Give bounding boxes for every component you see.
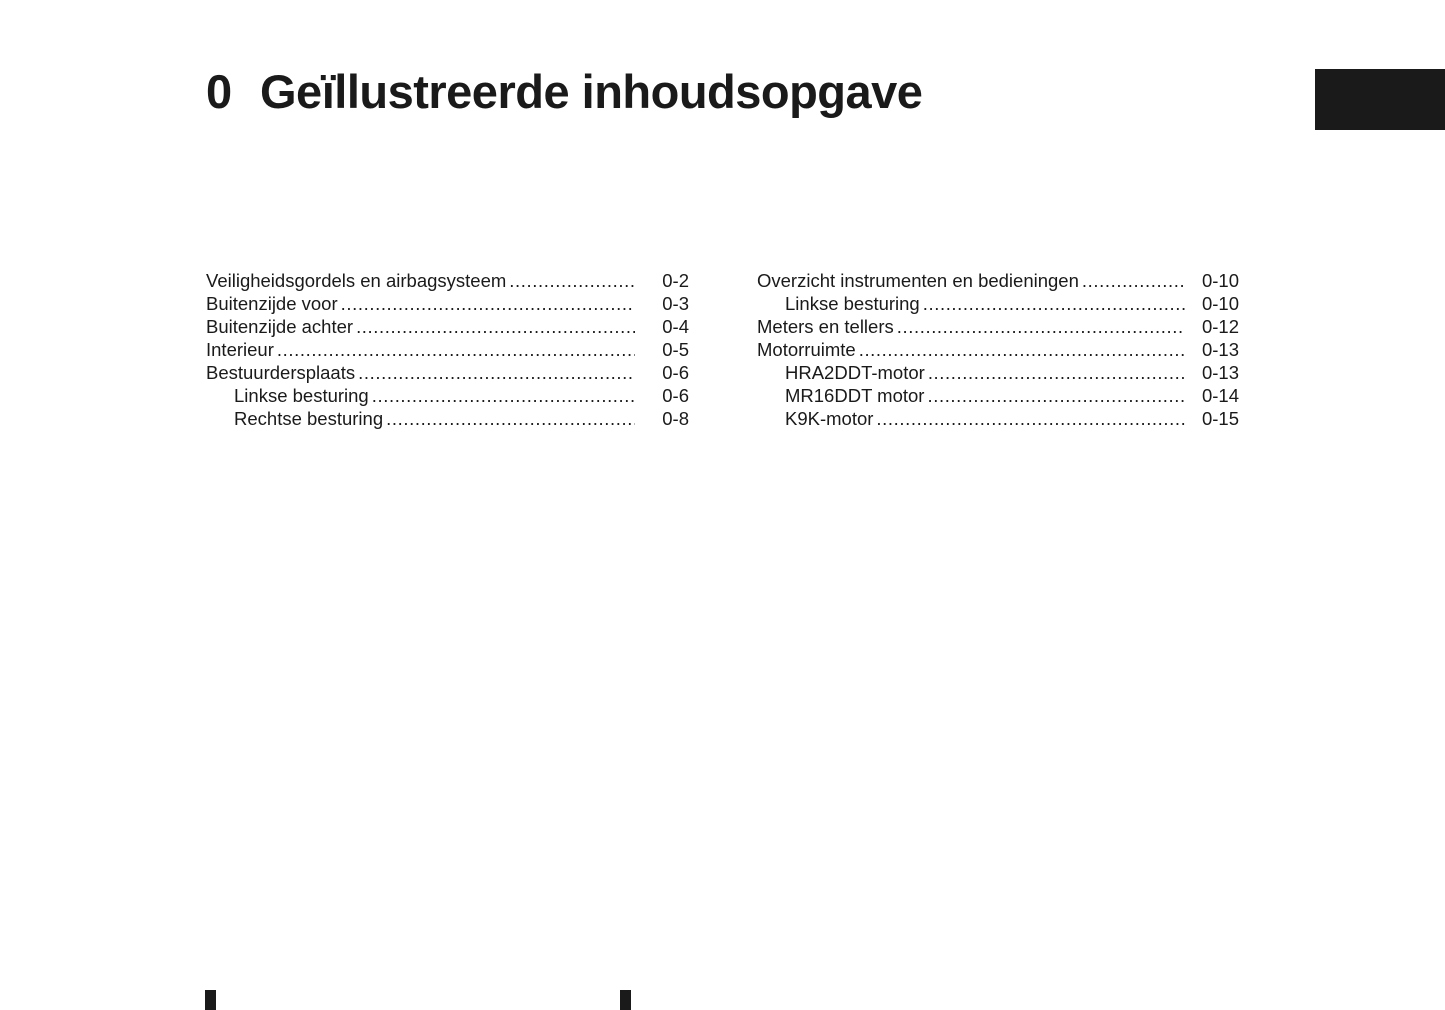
chapter-number: 0 (206, 65, 232, 118)
chapter-thumb-tab (1315, 69, 1445, 130)
toc-entry[interactable] (206, 315, 689, 338)
toc-leader-dots (386, 407, 635, 430)
toc-subentry[interactable] (757, 407, 1239, 430)
toc-entry-label: Buitenzijde voor (206, 293, 338, 314)
toc-leader-dots (923, 292, 1185, 315)
toc-subentry[interactable] (757, 384, 1239, 407)
toc-subentry[interactable] (206, 407, 689, 430)
chapter-title (206, 64, 922, 120)
toc-entry[interactable] (206, 292, 689, 315)
toc-entry-label: HRA2DDT-motor (785, 362, 925, 383)
toc-entry-page: 0-4 (662, 316, 689, 337)
toc-entry-page: 0-3 (662, 293, 689, 314)
toc-leader-dots (928, 361, 1185, 384)
toc-leader-dots (356, 315, 635, 338)
toc-entry-label: Rechtse besturing (234, 408, 384, 429)
toc-leader-dots (277, 338, 635, 361)
toc-leader-dots (859, 338, 1185, 361)
toc-entry-label: Overzicht instrumenten en bedieningen (757, 270, 1079, 291)
chapter-title-text: Geïllustreerde inhoudsopgave (260, 65, 923, 118)
toc-entry-label: Bestuurdersplaats (206, 362, 356, 383)
toc-entry-label: Motorruimte (757, 339, 856, 360)
toc-leader-dots (927, 384, 1185, 407)
crop-mark-right (620, 990, 631, 1010)
toc-entry[interactable] (206, 269, 689, 292)
toc-entry-page: 0-2 (662, 270, 689, 291)
toc-leader-dots (341, 292, 635, 315)
toc-leader-dots (358, 361, 635, 384)
toc-leader-dots (1082, 269, 1185, 292)
crop-mark-left (205, 990, 216, 1010)
toc-entry-page: 0-6 (662, 362, 689, 383)
toc-entry[interactable] (206, 338, 689, 361)
toc-entry-page: 0-13 (1201, 339, 1239, 360)
toc-subentry[interactable] (206, 384, 689, 407)
toc-entry[interactable] (757, 315, 1239, 338)
toc-entry-label: K9K-motor (785, 408, 874, 429)
toc-subentry[interactable] (757, 361, 1239, 384)
toc-entry-page: 0-6 (662, 385, 689, 406)
toc-entry[interactable] (757, 269, 1239, 292)
toc-entry-page: 0-14 (1201, 385, 1239, 406)
toc-entry-label: Linkse besturing (785, 293, 920, 314)
toc-subentry[interactable] (757, 292, 1239, 315)
toc-entry-label: Meters en tellers (757, 316, 894, 337)
toc-entry-label: MR16DDT motor (785, 385, 925, 406)
toc-entry[interactable] (206, 361, 689, 384)
toc-entry-label: Interieur (206, 339, 274, 360)
toc-column-left (206, 269, 689, 430)
toc-leader-dots (876, 407, 1185, 430)
toc-entry-label: Linkse besturing (234, 385, 369, 406)
toc-leader-dots (509, 269, 635, 292)
toc-entry-page: 0-10 (1201, 270, 1239, 291)
toc-entry-page: 0-15 (1201, 408, 1239, 429)
toc-entry[interactable] (757, 338, 1239, 361)
toc-entry-page: 0-8 (662, 408, 689, 429)
toc-leader-dots (897, 315, 1185, 338)
toc-entry-page: 0-5 (662, 339, 689, 360)
toc-entry-page: 0-10 (1201, 293, 1239, 314)
toc-entry-page: 0-13 (1201, 362, 1239, 383)
toc-entry-page: 0-12 (1201, 316, 1239, 337)
toc-column-right (757, 269, 1239, 430)
toc-entry-label: Buitenzijde achter (206, 316, 354, 337)
toc-leader-dots (372, 384, 635, 407)
toc-entry-label: Veiligheidsgordels en airbagsysteem (206, 270, 507, 291)
